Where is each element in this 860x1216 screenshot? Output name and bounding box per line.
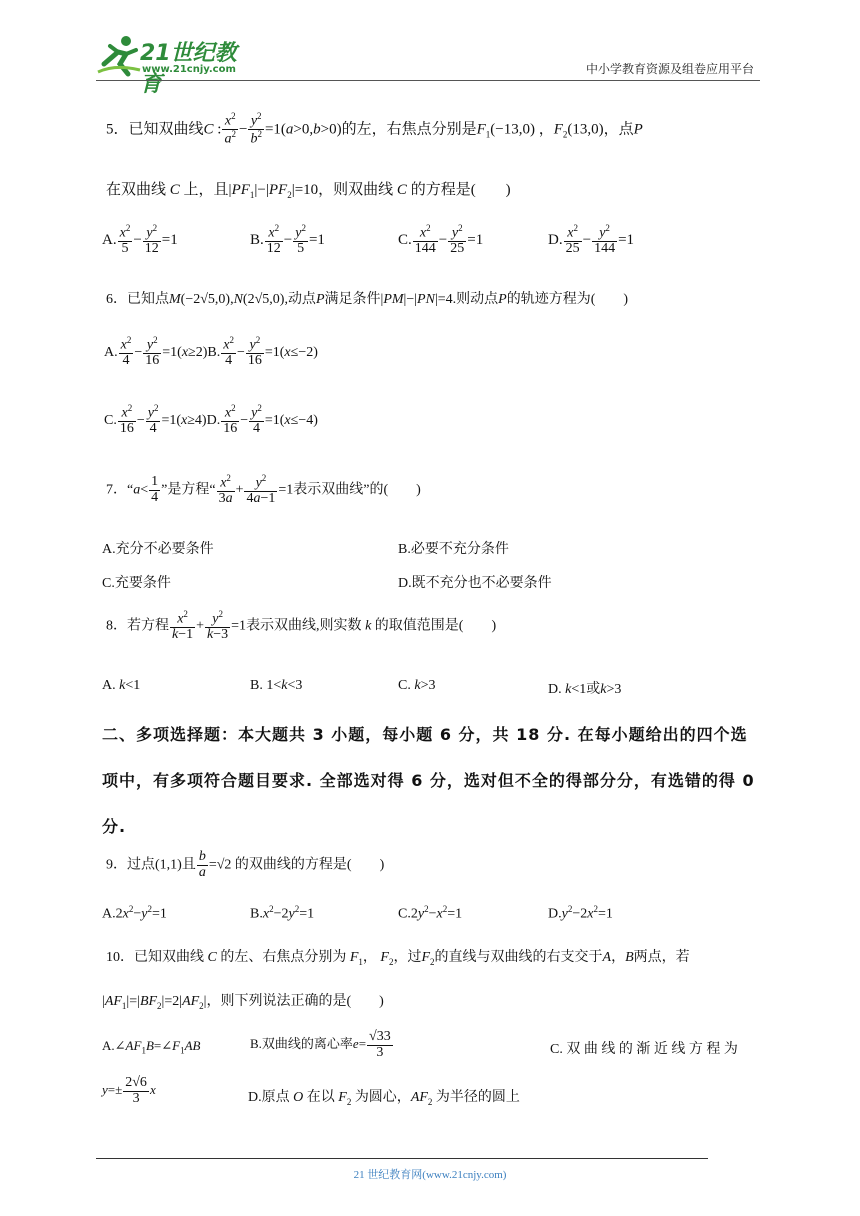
question-10: 10．已知双曲线 C 的左、右焦点分别为 $F_1$， $F_2$，过$F_2$的直线与双曲线的右支交于A，B两点，若 (106, 950, 690, 967)
q6-option-c[interactable]: C. $\frac{x^2}{16}$ − $\frac{y^2}{4}$ =1(x≥4) (104, 403, 207, 437)
question-9: 9．过点(1,1)且 $\frac{b}{a}$ =√2 的双曲线的方程是( ) (106, 849, 385, 880)
q8-option-c[interactable]: C. k>3 (398, 678, 436, 693)
q7-option-c[interactable]: C.充要条件 (102, 576, 171, 591)
q7-option-d[interactable]: D.既不充分也不必要条件 (398, 576, 552, 591)
question-6: 6．已知点M(−2√5,0),N(2√5,0),动点P满足条件|PM|−|PN|=4.则动点P的轨迹方程为( ) (106, 292, 629, 307)
q6-options-cd (104, 404, 318, 437)
runner-logo-icon (96, 34, 142, 78)
q6-option-d[interactable]: D. $\frac{x^2}{16}$ − $\frac{y^2}{4}$ =1(x≤−4) (206, 403, 318, 437)
section-2-heading-line2: 项中，有多项符合题目要求. 全部选对得 6 分，选对但不全的得部分分，有选错的得 0 (102, 771, 755, 790)
q8-option-a[interactable]: A. k<1 (102, 678, 141, 693)
q5-option-c[interactable]: C. $\frac{x^2}{144}$ − $\frac{y^2}{25}$ =1 (398, 223, 484, 257)
question-7: 7．“a< $\frac{1}{4}$ ”是方程“ $\frac{x^2}{3a}$ + $\frac{y^2}{4a-1}$ =1表示双曲线”的( ) (106, 473, 421, 507)
q10-option-a[interactable]: $A.\angle AF_1B=\angle F_1AB$ (102, 1038, 201, 1056)
q5-option-b[interactable]: B. $\frac{x^2}{12}$ − $\frac{y^2}{5}$ =1 (250, 223, 325, 257)
q10-option-d[interactable]: D.原点 O 在以 $F_2$ 为圆心，$AF_2$ 为半径的圆上 (248, 1090, 520, 1107)
q8-option-d[interactable]: D. k<1或k>3 (548, 682, 622, 697)
q10-option-b[interactable]: B.双曲线的离心率e= $\frac{√33}{3}$ (250, 1029, 391, 1060)
question-5-line2: 在双曲线 C 上，且$|PF_1|-|PF_2|=10$，则双曲线 C 的方程是( ) (106, 182, 511, 200)
q10-option-c[interactable]: C. 双 曲 线 的 渐 近 线 方 程 为 (550, 1042, 738, 1057)
question-10-line2: $|AF_1|=|BF_2|=2|AF_2|$，则下列说法正确的是( ) (102, 994, 384, 1011)
q9-option-b[interactable]: $B.x^2-2y^2=1$ (250, 904, 315, 922)
q7-option-a[interactable]: A.充分不必要条件 (102, 542, 214, 557)
section-2-heading-line1: 二、多项选择题：本大题共 3 小题，每小题 6 分，共 18 分. 在每小题给出的四个选 (102, 725, 748, 744)
logo-url-text: www.21cnjy.com (142, 64, 236, 75)
q9-option-a[interactable]: $A.2x^2-y^2=1$ (102, 904, 167, 922)
header-rule (96, 80, 760, 81)
question-5: 5．已知双曲线C : $\frac{x^2}{a^2}$ − $\frac{y^2}{b^2}$ =1(a>0,b>0)的左，右焦点分别是$F_1(-13,0)$ ，$F_2(13,0)$，点P (106, 111, 643, 147)
q6-option-b[interactable]: B. $\frac{x^2}{4}$ − $\frac{y^2}{16}$ =1(x≤−2) (207, 335, 318, 369)
logo-main-text: 21世纪教育 (140, 41, 237, 97)
section-2-heading-line3: 分. (102, 817, 127, 836)
question-8: 8．若方程 $\frac{x^2}{k-1}$ + $\frac{y^2}{k-3}$ =1表示双曲线,则实数 k 的取值范围是( ) (106, 609, 497, 643)
header-logo (96, 34, 256, 97)
q5-option-a[interactable]: A. $\frac{x^2}{5}$ − $\frac{y^2}{12}$ =1 (102, 223, 178, 257)
q6-option-a[interactable]: A. $\frac{x^2}{4}$ − $\frac{y^2}{16}$ =1(x≥2) (104, 335, 208, 369)
footer-text: 21 世纪教育网(www.21cnjy.com) (353, 1169, 507, 1181)
footer-rule (96, 1158, 708, 1159)
q9-option-c[interactable]: $C.2y^2-x^2=1$ (398, 904, 463, 922)
q7-option-b[interactable]: B.必要不充分条件 (398, 542, 509, 557)
q8-option-b[interactable]: B. 1<k<3 (250, 678, 303, 693)
q6-options-ab (104, 336, 318, 369)
q10-option-c-formula: y=± $\frac{2√6}{3}$ x (102, 1075, 156, 1106)
q5-option-d[interactable]: D. $\frac{x^2}{25}$ − $\frac{y^2}{144}$ =1 (548, 223, 635, 257)
platform-title: 中小学教育资源及组卷应用平台 (585, 62, 754, 76)
q9-option-d[interactable]: $D.y^2-2x^2=1$ (548, 904, 613, 922)
